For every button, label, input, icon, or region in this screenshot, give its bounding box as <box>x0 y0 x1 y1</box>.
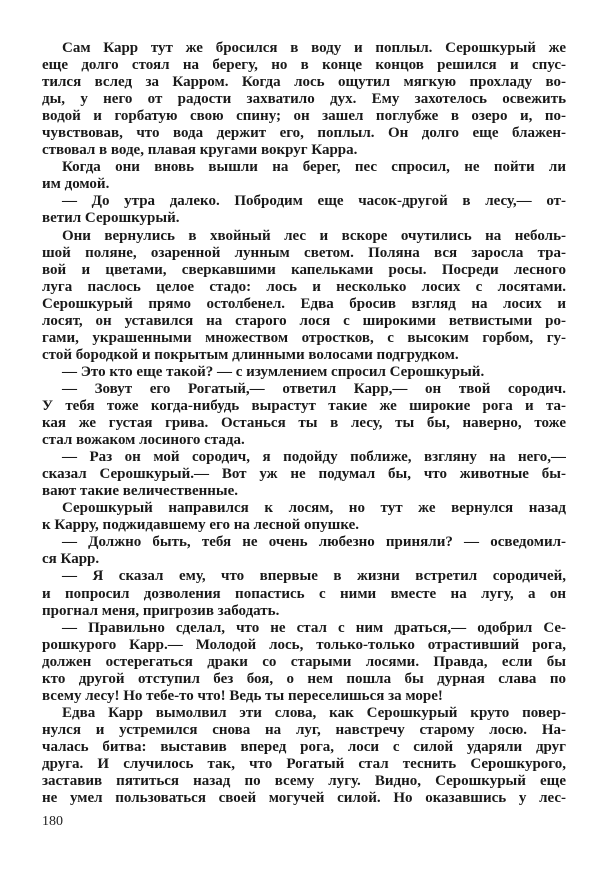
paragraph <box>42 568 566 619</box>
text-line: — Я сказал ему, что впервые в жизни встретил сородичей, <box>62 568 566 585</box>
text-line: чувствовав, что вода держит его, поплыл. Он долго еще блажен- <box>42 125 566 142</box>
text-line: луга паслось целое стадо: лось и несколько лосих с лосятами. <box>42 278 566 295</box>
text-line: еще долго стоял на берегу, но в конце концов решился и спус- <box>42 57 566 74</box>
text-line: Серошкурый прямо остолбенел. Едва бросив взгляд на лосих и <box>42 295 566 312</box>
paragraph <box>42 364 566 381</box>
text-line: им домой. <box>42 176 110 193</box>
text-line: должен остерегаться драки со старыми лосями. Правда, если бы <box>42 653 566 670</box>
paragraph <box>42 705 566 807</box>
text-line: Серошкурый направился к лосям, но тут же вернулся назад <box>62 500 566 517</box>
text-line: заставив пятиться назад по всему лугу. Видно, Серошкурый еще <box>42 773 566 790</box>
text-line: Сам Карр тут же бросился в воду и поплыл. Серошкурый же <box>62 40 566 56</box>
text-line: — Правильно сделал, что не стал с ним драться,— одобрил Се- <box>62 619 566 636</box>
text-line: — До утра далеко. Побродим еще часок-другой в лесу,— от- <box>62 193 566 210</box>
text-line: всему лесу! Но тебе-то что! Ведь ты переселишься за море! <box>42 687 443 704</box>
text-line: — Раз он мой сородич, я подойду поближе, взгляну на него,— <box>62 449 566 466</box>
text-line: стал вожаком лосиного стада. <box>42 432 245 449</box>
text-line: водой и горбатую свою спину; он зашел поглубже в озеро и, по- <box>42 108 566 125</box>
text-line: Когда они вновь вышли на берег, пес спросил, не пойти ли <box>62 159 566 176</box>
paragraph <box>42 40 566 159</box>
text-line: ся Карр. <box>42 551 100 568</box>
paragraph <box>42 193 566 227</box>
text-line: нулся и устремился снова на луг, навстречу старому лосю. На- <box>42 721 566 738</box>
text-line: ветил Серошкурый. <box>42 210 180 227</box>
text-line: не умел пользоваться своей могучей силой. Но оказавшись у лес- <box>42 790 566 807</box>
paragraph <box>42 449 566 500</box>
text-line: У тебя тоже когда-нибудь вырастут такие же широкие рога и та- <box>42 397 566 414</box>
text-line: рошкурого Карр.— Молодой лось, только-только отрастивший рога, <box>42 636 566 653</box>
text-line: кто другой отступил без боя, о нем пошла бы дурная слава по <box>42 670 566 687</box>
text-line: к Карру, поджидавшему его на лесной опушке. <box>42 517 360 534</box>
page-body-text <box>42 40 566 807</box>
text-line: — Должно быть, тебя не очень любезно приняли? — осведомил- <box>62 534 566 551</box>
paragraph <box>42 620 566 705</box>
paragraph <box>42 381 566 449</box>
text-line: стой бородкой и покрытым длинными волосами подгрудком. <box>42 346 459 363</box>
text-line: шой поляне, озаренной лунным светом. Поляна вся заросла тра- <box>42 244 566 261</box>
text-line: гами, украшенными множеством отростков, с высоким горбом, гу- <box>42 329 566 346</box>
paragraph <box>42 159 566 193</box>
text-line: тился вслед за Карром. Когда лось ощутил мягкую прохладу во- <box>42 74 566 91</box>
text-line: — Это кто еще такой? — с изумлением спросил Серошкурый. <box>62 363 485 380</box>
text-line: Они вернулись в хвойный лес и вскоре очутились на неболь- <box>62 227 566 244</box>
text-line: Едва Карр вымолвил эти слова, как Серошкурый круто повер- <box>62 704 566 721</box>
text-line: ствовал в воде, плавая кругами вокруг Карра. <box>42 142 358 159</box>
text-line: сказал Серошкурый.— Вот уж не подумал бы, что животные бы- <box>42 466 566 483</box>
text-line: ды, у него от радости захватило дух. Ему захотелось освежить <box>42 91 566 108</box>
text-line: кая же густая грива. Останься ты в лесу, ты бы, наверно, тоже <box>42 415 566 432</box>
text-line: — Зовут его Рогатый,— ответил Карр,— он твой сородич. <box>62 380 566 397</box>
text-line: и попросил дозволения попастись с ними вместе на лугу, а он <box>42 585 566 602</box>
text-line: лосят, он уставился на старого лося с широкими ветвистыми ро- <box>42 312 566 329</box>
text-line: прогнал меня, пригрозив забодать. <box>42 602 280 619</box>
paragraph <box>42 228 566 364</box>
text-line: вой и цветами, сверкавшими капельками росы. Посреди лесного <box>42 261 566 278</box>
page-number: 180 <box>42 814 63 829</box>
text-line: чалась битва: выставив вперед рога, лоси с силой ударяли друг <box>42 738 566 755</box>
paragraph <box>42 534 566 568</box>
paragraph <box>42 500 566 534</box>
text-line: друга. И случилось так, что Рогатый стал теснить Серошкурого, <box>42 755 566 772</box>
text-line: вают такие величественные. <box>42 483 239 500</box>
